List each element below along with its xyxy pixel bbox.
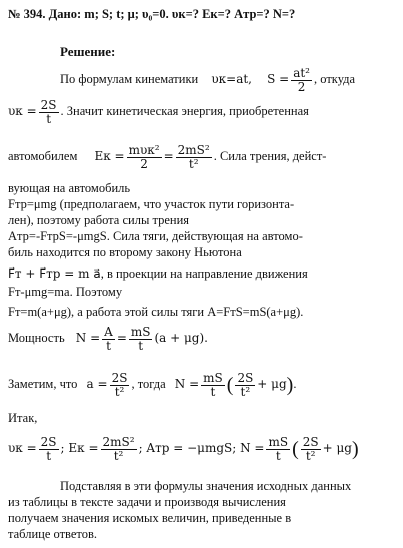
s-fraction: $\frac{\text{at²}}{2}$	[293, 65, 310, 94]
solution-heading: Решение:	[60, 44, 116, 59]
velocity-line: υк = $\frac{2S}{t}$ . Значит кинетическая энергия, приобретенная	[8, 97, 309, 126]
text-line-p2: из таблицы в тексте задачи и производя вычисления	[8, 495, 286, 509]
text-line-7: Aтр=-FтрS=-μmgS. Сила тяги, действующая на автомо-	[8, 229, 303, 243]
text-line-10: Fт-μmg=ma. Поэтому	[8, 285, 123, 299]
text-line-11: Fт=m(a+μg), а работа этой силы тяги A=FтS=mS(a+μg).	[8, 305, 304, 319]
text-line-4: вующая на автомобиль	[8, 181, 131, 195]
kinematics-line: По формулам кинематики υк=at, S = $\frac{\text{at²}}{2}$ , откуда	[60, 65, 356, 94]
problem-statement: № 394. Дано: m; S; t; μ; υ₀=0. υк=? Eк=? Aтр=? N=?	[8, 7, 296, 21]
text-line-p3: получаем значения искомых величин, приведенные в	[8, 511, 292, 525]
energy-line: автомобилем Eк = $\frac{\text{mυк²}}{2}$ = $\frac{\text{2mS²}}{\text{t²}}$ . Сила трения, дейст-	[8, 142, 327, 171]
text-line-p1: Подставляя в эти формулы значения исходных данных	[60, 479, 352, 493]
text-line-14: Итак,	[8, 411, 38, 425]
note-line: Заметим, что a = $\frac{2S}{\text{t²}}$ , тогда N = $\frac{mS}{t}$ ( $\frac{2S}{\text{t²}}$ + μg).	[8, 370, 297, 399]
newton-line: F⃗т + F⃗тр = m a⃗, в проекции на направление движения	[8, 267, 308, 281]
power-line: Мощность N = $\frac{A}{t}$ = $\frac{mS}{t}$ (a + μg).	[8, 324, 208, 353]
text-line-8: биль находится по второму закону Ньютона	[8, 245, 242, 259]
velocity-fraction: $\frac{2S}{t}$	[40, 97, 57, 126]
text-line-p4: таблице ответов.	[8, 527, 98, 541]
summary-line: υк = $\frac{2S}{t}$ ; Eк = $\frac{\text{2mS²}}{\text{t²}}$ ; Aтр = −μmgS; N = $\frac{mS}{t}$ ( $\frac{2S}{\text{t²}}$ + μg)	[8, 434, 359, 463]
text-line-6: лен), поэтому работа силы трения	[8, 213, 190, 227]
text-line-5: Fтр=μmg (предполагаем, что участок пути горизонта-	[8, 197, 295, 211]
